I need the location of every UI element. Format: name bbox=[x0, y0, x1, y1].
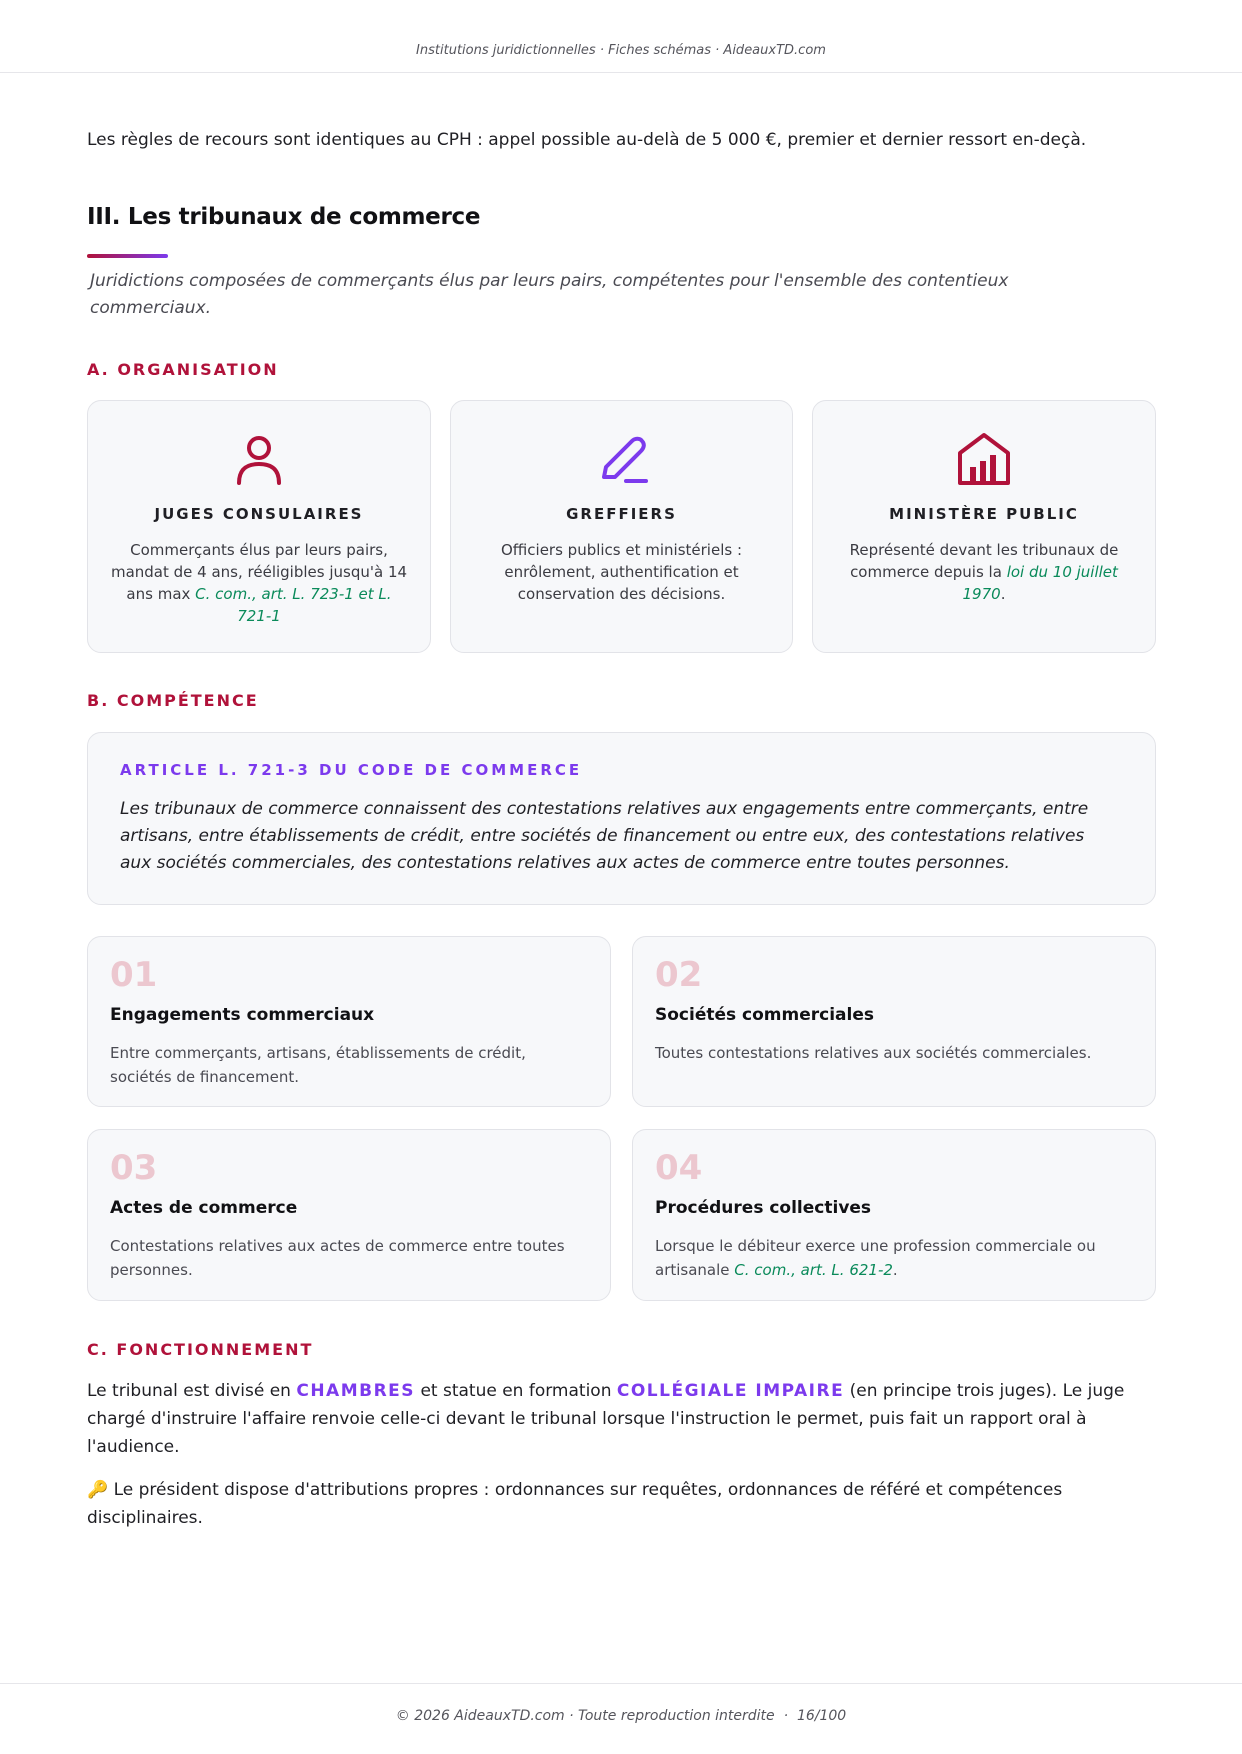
footer-copyright: © 2026 AideauxTD.com · Toute reproduction interdite bbox=[395, 1708, 775, 1724]
page-number: 16/100 bbox=[796, 1708, 847, 1724]
keyword-collegiale-impaire: COLLÉGIALE IMPAIRE bbox=[616, 1381, 845, 1401]
heading-fonctionnement: C. FONCTIONNEMENT bbox=[87, 1340, 314, 1359]
intro-paragraph: Les règles de recours sont identiques au CPH : appel possible au-delà de 5 000 €, premier et dernier ressort en-deçà. bbox=[87, 130, 1087, 150]
card-number: 01 bbox=[110, 955, 158, 995]
article-title: ARTICLE L. 721-3 DU CODE DE COMMERCE bbox=[120, 761, 583, 779]
competence-card-1 bbox=[87, 936, 611, 1107]
page-header bbox=[0, 0, 1242, 73]
card-text-body: Officiers publics et ministériels : enrôlement, authentification et conservation des décisions. bbox=[500, 541, 743, 603]
card-title: Engagements commerciaux bbox=[110, 1005, 375, 1025]
paragraph-text: (en principe trois juges). Le juge chargé d'instruire l'affaire renvoie celle-ci devant le tribunal lorsque l'instruction le permet, puis fait un rapport oral à l'audience. bbox=[87, 1381, 1125, 1457]
building-icon bbox=[954, 429, 1014, 489]
card-text bbox=[473, 539, 770, 605]
section-title: III. Les tribunaux de commerce bbox=[87, 204, 481, 230]
card-text-tail: . bbox=[1000, 585, 1006, 603]
legal-citation: loi du 10 juillet 1970 bbox=[962, 563, 1118, 603]
fonctionnement-paragraph bbox=[87, 1377, 1156, 1461]
card-text bbox=[110, 539, 408, 627]
card-text-body: Lorsque le débiteur exerce une profession commerciale ou artisanale bbox=[655, 1237, 1096, 1279]
paragraph-text: Le président dispose d'attributions propres : ordonnances sur requêtes, ordonnances de référé et compétences disciplinaires. bbox=[87, 1480, 1063, 1528]
legal-citation: C. com., art. L. 723-1 et L. 721-1 bbox=[195, 585, 392, 625]
card-greffiers bbox=[450, 400, 793, 653]
card-number: 04 bbox=[655, 1148, 703, 1188]
card-title: Procédures collectives bbox=[655, 1198, 872, 1218]
card-text: Contestations relatives aux actes de commerce entre toutes personnes. bbox=[110, 1237, 565, 1279]
card-number: 03 bbox=[110, 1148, 158, 1188]
card-title: Sociétés commerciales bbox=[655, 1005, 874, 1025]
card-juges-consulaires bbox=[87, 400, 431, 653]
key-icon: 🔑 bbox=[87, 1480, 109, 1500]
card-text-body: Représenté devant les tribunaux de commerce depuis la bbox=[849, 541, 1119, 581]
legal-citation: C. com., art. L. 621-2 bbox=[734, 1261, 893, 1279]
header-text: Institutions juridictionnelles · Fiches schémas · AideauxTD.com bbox=[416, 43, 826, 58]
keyword-chambres: CHAMBRES bbox=[296, 1381, 416, 1401]
title-underline bbox=[87, 254, 168, 258]
card-number: 02 bbox=[655, 955, 703, 995]
card-text-tail: . bbox=[892, 1261, 898, 1279]
competence-card-2 bbox=[632, 936, 1156, 1107]
section-lead: Juridictions composées de commerçants élus par leurs pairs, compétentes pour l'ensemble des contentieux commerciaux. bbox=[90, 271, 1009, 318]
card-ministere-public bbox=[812, 400, 1156, 653]
paragraph-text: et statue en formation bbox=[420, 1381, 612, 1401]
card-title: MINISTÈRE PUBLIC bbox=[889, 505, 1079, 523]
card-title: JUGES CONSULAIRES bbox=[154, 505, 364, 523]
competence-card-3 bbox=[87, 1129, 611, 1301]
card-text: Toutes contestations relatives aux sociétés commerciales. bbox=[655, 1044, 1092, 1062]
article-text: Les tribunaux de commerce connaissent des contestations relatives aux engagements entre commerçants, entre artisans, entre établissements de crédit, entre sociétés de financement ou entre eux, des contestations relatives aux sociétés commerciales, des contestations relatives aux actes de commerce entre toutes personnes. bbox=[120, 799, 1089, 873]
page-footer bbox=[0, 1683, 1242, 1754]
card-text-body: Commerçants élus par leurs pairs, mandat de 4 ans, rééligibles jusqu'à 14 ans max bbox=[110, 541, 408, 603]
paragraph-text: Le tribunal est divisé en bbox=[87, 1381, 291, 1401]
footer-separator: · bbox=[783, 1708, 789, 1724]
heading-competence: B. COMPÉTENCE bbox=[87, 691, 259, 710]
competence-card-4 bbox=[632, 1129, 1156, 1301]
president-note bbox=[87, 1476, 1156, 1532]
pen-icon bbox=[592, 429, 652, 489]
article-quote-box bbox=[87, 732, 1156, 905]
card-text bbox=[655, 1234, 1133, 1282]
card-title: Actes de commerce bbox=[110, 1198, 298, 1218]
person-icon bbox=[229, 429, 289, 489]
card-text: Entre commerçants, artisans, établissements de crédit, sociétés de financement. bbox=[110, 1044, 526, 1086]
card-title: GREFFIERS bbox=[566, 505, 677, 523]
heading-organisation: A. ORGANISATION bbox=[87, 360, 279, 379]
card-text bbox=[835, 539, 1133, 605]
